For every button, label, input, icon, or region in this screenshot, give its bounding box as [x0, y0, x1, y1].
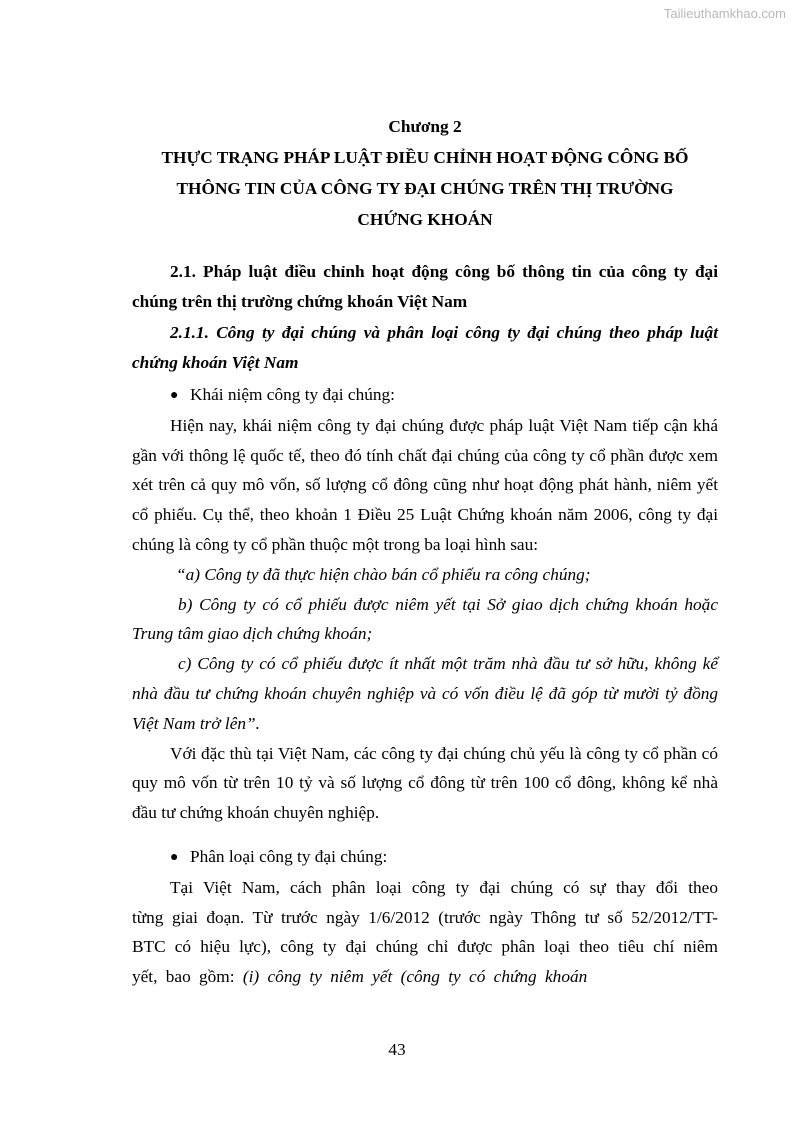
paragraph-concept: Hiện nay, khái niệm công ty đại chúng được pháp luật Việt Nam tiếp cận khá gần với thông lệ quốc tế, theo đó tính chất đại chúng của công ty cổ phần được xem xét trên cả quy mô vốn, số lượng cổ đông cũng như hoạt động phát hành, niêm yết cổ phiếu. Cụ thể, theo khoản 1 Điều 25 Luật Chứng khoán năm 2006, công ty đại chúng là công ty cổ phần thuộc một trong ba loại hình sau:	[132, 415, 718, 554]
section-heading-2-1: 2.1. Pháp luật điều chỉnh hoạt động công bố thông tin của công ty đại chúng trên thị trường chứng khoán Việt Nam	[132, 261, 718, 311]
paragraph-italic-text: (i) công ty niêm yết (công ty có chứng khoán	[242, 967, 588, 987]
quote-item-c: c) Công ty có cổ phiếu được ít nhất một trăm nhà đầu tư sở hữu, không kể nhà đầu tư chứng khoán chuyên nghiệp và có vốn điều lệ đã góp từ mười tỷ đồng Việt Nam trở lên”.	[132, 654, 718, 733]
chapter-title-line-3: CHỨNG KHOÁN	[357, 209, 493, 229]
quote-item-b: b) Công ty có cổ phiếu được niêm yết tại Sở giao dịch chứng khoán hoặc Trung tâm giao dịch chứng khoán;	[132, 594, 718, 644]
page-number: 43	[388, 1040, 406, 1059]
bullet-item-concept	[132, 380, 718, 411]
chapter-title-line-1: THỰC TRẠNG PHÁP LUẬT ĐIỀU CHỈNH HOẠT ĐỘNG CÔNG BỐ	[161, 147, 689, 167]
watermark: Tailieuthamkhao.com	[663, 6, 786, 21]
quote-item-a: “a) Công ty đã thực hiện chào bán cổ phiếu ra công chúng;	[176, 564, 591, 584]
bullet-text: Khái niệm công ty đại chúng:	[190, 384, 395, 404]
paragraph-classification	[132, 873, 718, 992]
paragraph-text: Tại Việt Nam, cách phân loại công ty đại chúng có sự thay đổi theo từng giai đoạn. Từ trước ngày 1/6/2012 (trước ngày Thông tư số 52/2012/TT-BTC có hiệu lực), công ty đại chúng chỉ được phân loại theo tiêu chí niêm yết, bao gồm:	[132, 877, 718, 987]
section-heading-2-1-1: 2.1.1. Công ty đại chúng và phân loại công ty đại chúng theo pháp luật chứng khoán Việt Nam	[132, 323, 718, 373]
chapter-title-line-2: THÔNG TIN CỦA CÔNG TY ĐẠI CHÚNG TRÊN THỊ TRƯỜNG	[176, 178, 674, 198]
bullet-text: Phân loại công ty đại chúng:	[190, 846, 388, 866]
paragraph-vietnam-specific: Với đặc thù tại Việt Nam, các công ty đại chúng chủ yếu là công ty cổ phần có quy mô vốn từ trên 10 tỷ và số lượng cổ đông từ trên 100 cổ đông, không kể nhà đầu tư chứng khoán chuyên nghiệp.	[132, 743, 718, 823]
document-body	[132, 112, 718, 992]
bullet-icon: ●	[170, 849, 179, 865]
bullet-icon: ●	[170, 387, 179, 403]
bullet-item-classification	[132, 842, 718, 873]
chapter-label: Chương 2	[388, 117, 462, 136]
